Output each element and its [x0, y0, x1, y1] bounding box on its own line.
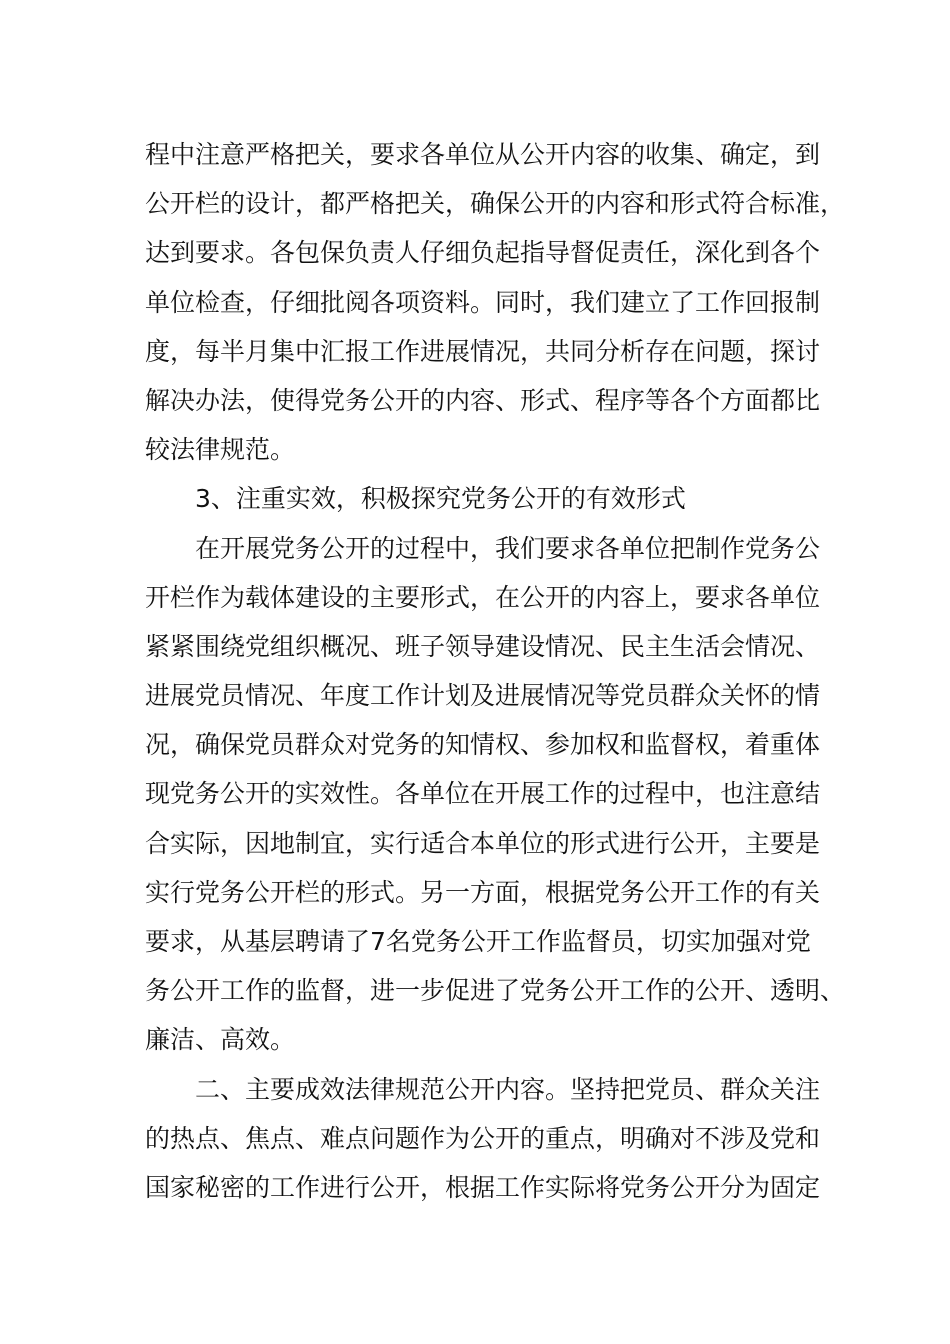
text-line: 况，确保党员群众对党务的知情权、参加权和监督权，着重体 [145, 730, 821, 760]
text-line: 程中注意严格把关，要求各单位从公开内容的收集、确定，到 [145, 140, 821, 169]
text-line: 单位检查，仔细批阅各项资料。同时，我们建立了工作回报制 [145, 287, 821, 317]
text-line: 达到要求。各包保负责人仔细负起指导督促责任，深化到各个 [145, 238, 821, 268]
document-body [145, 130, 846, 1212]
text-line: 开栏作为载体建设的主要形式，在公开的内容上，要求各单位 [145, 582, 821, 612]
text-line: 要求，从基层聘请了7名党务公开工作监督员，切实加强对党 [145, 927, 811, 956]
section-heading: 二、主要成效法律规范公开内容。坚持把党员、群众关注 [195, 1074, 821, 1104]
text-line: 公开栏的设计，都严格把关，确保公开的内容和形式符合标准， [145, 189, 846, 219]
section-heading: 3、注重实效，积极探究党务公开的有效形式 [195, 484, 686, 514]
text-line: 的热点、焦点、难点问题作为公开的重点，明确对不涉及党和 [145, 1123, 821, 1153]
text-line: 度，每半月集中汇报工作进展情况，共同分析存在问题，探讨 [145, 336, 821, 366]
text-line: 合实际，因地制宜，实行适合本单位的形式进行公开，主要是 [145, 828, 821, 858]
text-line: 较法律规范。 [145, 435, 296, 465]
text-line: 进展党员情况、年度工作计划及进展情况等党员群众关怀的情 [145, 681, 821, 711]
text-line: 现党务公开的实效性。各单位在开展工作的过程中，也注意结 [145, 779, 821, 809]
text-line: 廉洁、高效。 [145, 1025, 296, 1055]
text-line: 解决办法，使得党务公开的内容、形式、程序等各个方面都比 [145, 385, 821, 415]
paragraph-first-line: 在开展党务公开的过程中，我们要求各单位把制作党务公 [195, 533, 821, 563]
text-line: 实行党务公开栏的形式。另一方面，根据党务公开工作的有关 [145, 877, 821, 907]
text-line: 国家秘密的工作进行公开，根据工作实际将党务公开分为固定 [145, 1172, 821, 1202]
text-line: 务公开工作的监督，进一步促进了党务公开工作的公开、透明、 [145, 976, 846, 1006]
text-line: 紧紧围绕党组织概况、班子领导建设情况、民主生活会情况、 [145, 631, 821, 661]
